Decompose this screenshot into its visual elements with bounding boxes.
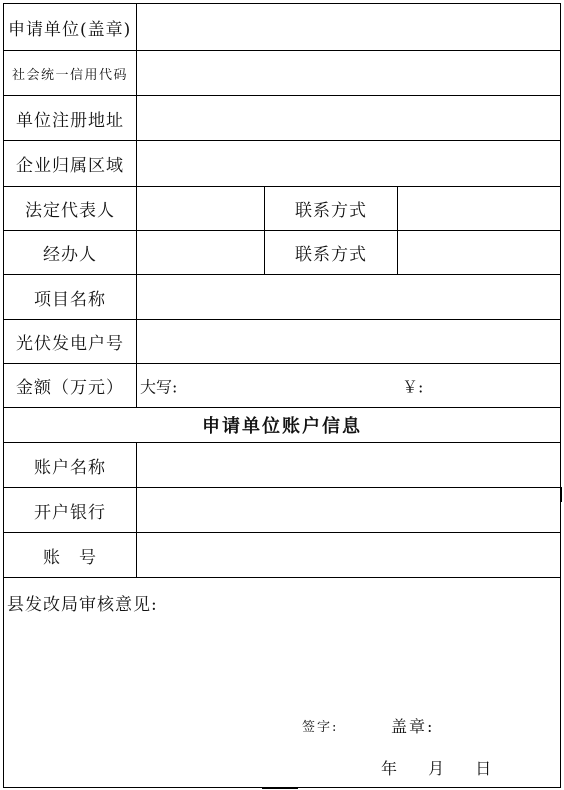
applicant-unit-field[interactable] [137, 4, 560, 50]
contact-field-1[interactable] [398, 187, 560, 230]
bank-label: 开户银行 [4, 488, 137, 532]
row-section-title [4, 408, 560, 443]
seal-label: 盖章: [391, 717, 435, 736]
bank-section-title: 申请单位账户信息 [202, 416, 362, 437]
amount-uppercase-label: 大写: [140, 377, 178, 396]
review-area[interactable] [4, 578, 560, 787]
row-credit-code [4, 51, 560, 96]
bank-field[interactable] [137, 488, 560, 532]
row-pv-account [4, 320, 560, 364]
account-name-label: 账户名称 [4, 443, 137, 487]
project-name-label: 项目名称 [4, 275, 137, 319]
contact-field-2[interactable] [398, 231, 560, 274]
applicant-unit-label: 申请单位(盖章) [4, 4, 137, 50]
enterprise-region-label: 企业归属区域 [4, 141, 137, 186]
row-applicant-unit [4, 4, 560, 51]
row-registered-address [4, 96, 560, 141]
sign-label: 签字: [302, 720, 339, 735]
row-account-name [4, 443, 560, 488]
credit-code-field[interactable] [137, 51, 560, 95]
legal-rep-label: 法定代表人 [4, 187, 137, 230]
edge-tick-mark [561, 487, 562, 502]
date-month-label: 月 [428, 759, 445, 778]
date-day-label: 日 [475, 759, 492, 778]
registered-address-label: 单位注册地址 [4, 96, 137, 140]
date-year-label: 年 [381, 759, 398, 778]
registered-address-field[interactable] [137, 96, 560, 140]
contact-label-1: 联系方式 [265, 187, 398, 230]
contact-label-2: 联系方式 [265, 231, 398, 274]
handler-field[interactable] [137, 231, 265, 274]
row-bank [4, 488, 560, 533]
review-opinion-label: 县发改局审核意见: [7, 595, 158, 615]
account-no-label: 账 号 [4, 533, 137, 577]
bottom-tick-mark [262, 788, 298, 789]
pv-account-field[interactable] [137, 320, 560, 363]
project-name-field[interactable] [137, 275, 560, 319]
account-name-field[interactable] [137, 443, 560, 487]
pv-account-label: 光伏发电户号 [4, 320, 137, 363]
row-project-name [4, 275, 560, 320]
account-no-field[interactable] [137, 533, 560, 577]
handler-label: 经办人 [4, 231, 137, 274]
row-amount [4, 364, 560, 408]
enterprise-region-field[interactable] [137, 141, 560, 186]
application-form [3, 3, 561, 788]
row-enterprise-region [4, 141, 560, 187]
row-legal-rep [4, 187, 560, 231]
date-line [381, 756, 491, 779]
credit-code-label: 社会统一信用代码 [4, 51, 137, 95]
row-account-no [4, 533, 560, 578]
legal-rep-field[interactable] [137, 187, 265, 230]
amount-label: 金额（万元） [4, 364, 137, 407]
amount-symbol-label: ￥: [402, 377, 424, 396]
row-handler [4, 231, 560, 275]
